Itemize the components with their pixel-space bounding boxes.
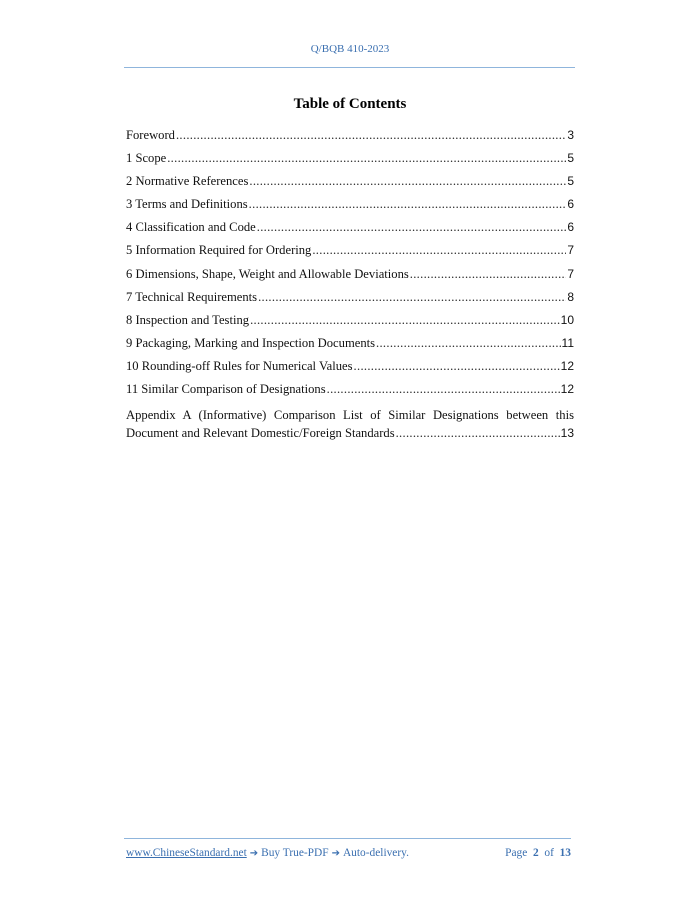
toc-entry-rounding-off-rules[interactable] [126, 359, 574, 382]
page-indicator [505, 847, 571, 859]
toc-dot-leader [376, 336, 561, 351]
toc-entry-appendix-a[interactable] [126, 406, 574, 442]
toc-dot-leader [312, 243, 566, 258]
toc-page-number: 6 [567, 220, 574, 235]
toc-dot-leader [410, 267, 567, 282]
auto-delivery-text: Auto-delivery. [342, 847, 409, 859]
toc-page-number: 6 [567, 197, 574, 212]
toc-dot-leader [257, 220, 567, 235]
toc-page-number: 11 [561, 335, 574, 350]
toc-dot-leader [354, 359, 560, 374]
toc-entry-label: Foreword [126, 128, 175, 142]
toc-entry-label: 1 Scope [126, 151, 167, 166]
toc-entry-label: 8 Inspection and Testing [126, 312, 250, 327]
buy-true-pdf-text: Buy True-PDF [261, 847, 329, 859]
page-word: Page [505, 847, 528, 859]
toc-entry-packaging-marking[interactable] [126, 336, 574, 359]
toc-entry-label: 11 Similar Comparison of Designations [126, 382, 326, 397]
document-code: Q/BQB 410-2023 [310, 43, 390, 55]
header-divider [124, 67, 575, 68]
toc-entry-label: 7 Technical Requirements [126, 289, 258, 304]
toc-dot-leader [327, 382, 560, 397]
right-arrow-icon: ➔ [331, 848, 340, 859]
toc-dot-leader [258, 290, 566, 305]
toc-entry-label: 10 Rounding-off Rules for Numerical Values [126, 358, 353, 373]
toc-entry-technical-requirements[interactable] [126, 290, 574, 313]
toc-dot-leader [250, 313, 560, 328]
toc-page-number: 5 [567, 151, 574, 166]
toc-page-number: 7 [567, 266, 574, 281]
toc-entry-dimensions[interactable] [126, 267, 574, 290]
toc-page-number: 8 [567, 289, 574, 304]
toc-page-number: 5 [567, 174, 574, 189]
toc-entry-label: 2 Normative References [126, 174, 249, 189]
toc-entry-terms-definitions[interactable] [126, 197, 574, 220]
toc-entry-ordering-information[interactable] [126, 243, 574, 266]
toc-dot-leader [176, 128, 566, 143]
toc-page-number: 3 [567, 128, 574, 142]
toc-page-number: 10 [560, 312, 574, 327]
of-word: of [544, 847, 554, 859]
toc-entry-classification-code[interactable] [126, 220, 574, 243]
toc-page-number: 12 [560, 382, 574, 397]
toc-page-number: 12 [560, 358, 574, 373]
toc-entry-scope[interactable] [126, 151, 574, 174]
toc-dot-leader [396, 424, 560, 442]
toc-entry-label: 6 Dimensions, Shape, Weight and Allowable Deviations [126, 266, 409, 281]
toc-entry-label: 9 Packaging, Marking and Inspection Documents [126, 335, 376, 350]
toc-list [126, 128, 574, 442]
current-page-number: 2 [533, 847, 539, 859]
toc-entry-label: 5 Information Required for Ordering [126, 243, 312, 258]
right-arrow-icon: ➔ [249, 848, 259, 859]
toc-entry-label-continued: Document and Relevant Domestic/Foreign Standards [126, 426, 395, 441]
page-footer [126, 847, 571, 863]
total-page-count: 13 [559, 847, 571, 859]
toc-entry-inspection-testing[interactable] [126, 313, 574, 336]
toc-dot-leader [249, 174, 566, 189]
toc-dot-leader [167, 151, 566, 166]
toc-entry-foreword[interactable] [126, 128, 574, 151]
toc-entry-normative-references[interactable] [126, 174, 574, 197]
site-link[interactable]: www.ChineseStandard.net [126, 847, 247, 859]
toc-entry-label: 3 Terms and Definitions [126, 197, 248, 212]
toc-title: Table of Contents [293, 96, 407, 112]
toc-entry-label: Appendix A (Informative) Comparison List of Similar Designations between this [126, 408, 574, 423]
toc-page-number: 7 [567, 243, 574, 258]
toc-entry-similar-comparison[interactable] [126, 382, 574, 405]
toc-entry-label: 4 Classification and Code [126, 220, 256, 235]
footer-divider [124, 838, 571, 839]
toc-page-number: 13 [560, 426, 574, 441]
toc-dot-leader [249, 197, 567, 212]
